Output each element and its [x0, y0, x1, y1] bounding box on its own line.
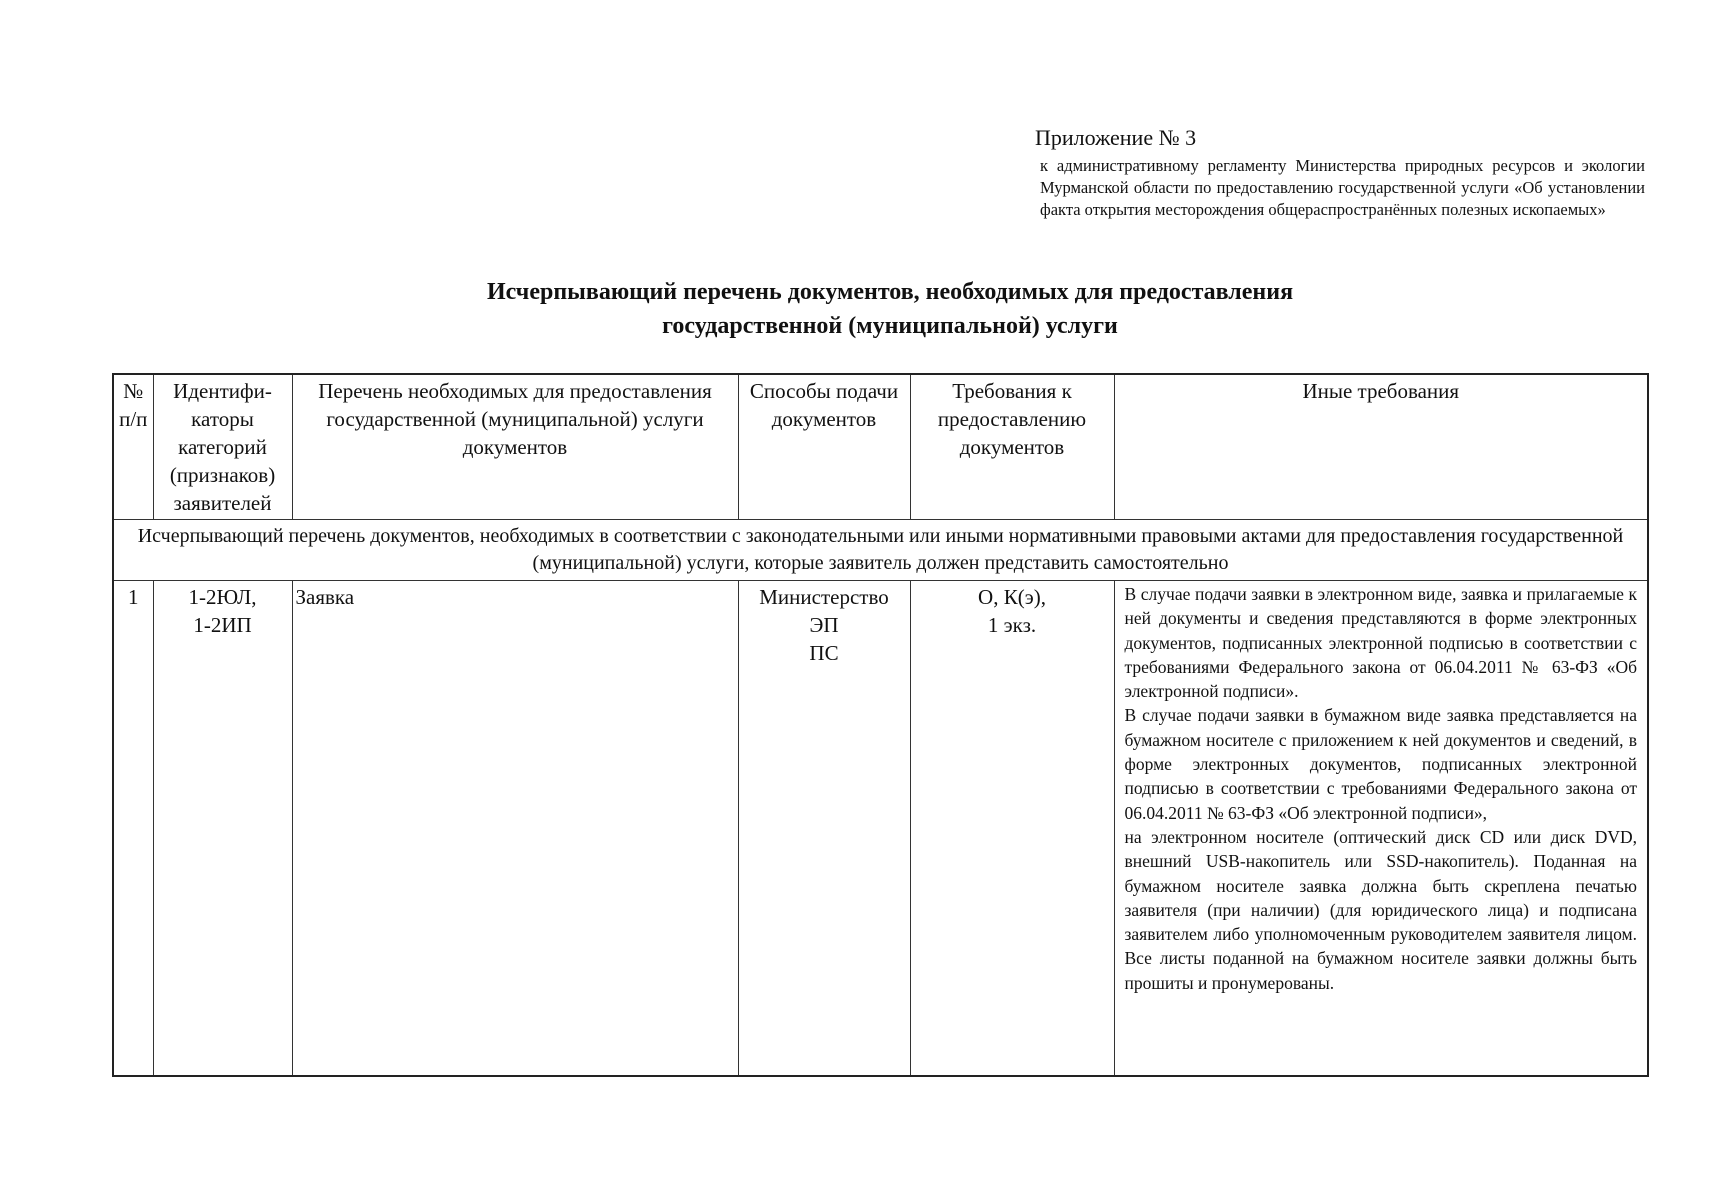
requirement-line: О, К(э),	[978, 585, 1046, 609]
table-row	[113, 581, 1648, 1077]
header-cell-requirements: Требования к предоставлению документов	[910, 374, 1114, 520]
other-paragraph: на электронном носителе (оптический диск CD или диск DVD, внешний USB-накопитель или SSD-накопитель). Поданная на бумажном носителе заявка должна быть скреплена печатью заявителя (при наличии) (для юридического лица) и подписана заявителем либо уполномоченным руководителем заявителя лицом. Все листы поданной на бумажном носителе заявки должны быть прошиты и пронумерованы.	[1124, 826, 1637, 993]
other-paragraph: В случае подачи заявки в бумажном виде заявка представляется на бумажном носителе с приложением к ней документов и сведений, в форме электронных документов, подписанных электронной подписью в соответствии с требованиями Федерального закона от 06.04.2011 № 63-ФЗ «Об электронной подписи»,	[1124, 705, 1637, 823]
method-line: ПС	[809, 641, 839, 665]
appendix-description: к административному регламенту Министерства природных ресурсов и экологии Мурманской области по предоставлению государственной услуги «Об установлении факта открытия месторождения общераспространённых полезных ископаемых»	[1040, 156, 1645, 219]
header-cell-documents: Перечень необходимых для предоставления государственной (муниципальной) услуги документов	[292, 374, 738, 520]
section-caption: Исчерпывающий перечень документов, необходимых в соответствии с законодательными или иными нормативными правовыми актами для предоставления государственной (муниципальной) услуги, которые заявитель должен представить самостоятельно	[113, 520, 1648, 581]
row-requirements	[910, 581, 1114, 1077]
title-line-1: Исчерпывающий перечень документов, необходимых для предоставления	[486, 279, 1294, 305]
document-title	[300, 275, 1480, 343]
method-line: Министерство	[759, 585, 889, 609]
method-line: ЭП	[809, 613, 839, 637]
header-cell-identifiers: Идентифи-каторы категорий (признаков) заявителей	[153, 374, 292, 520]
title-line-2: государственной (муниципальной) услуги	[662, 313, 1118, 339]
appendix-block	[1035, 125, 1645, 221]
header-cell-other: Иные требования	[1114, 374, 1648, 520]
identifier-line: 1-2ИП	[193, 613, 252, 637]
section-row	[113, 520, 1648, 581]
row-other-requirements	[1114, 581, 1648, 1077]
appendix-number: Приложение № 3	[1035, 125, 1197, 150]
table-header-row	[113, 374, 1648, 520]
row-methods	[738, 581, 910, 1077]
documents-table	[112, 373, 1649, 1077]
row-number: 1	[113, 581, 153, 1077]
identifier-line: 1-2ЮЛ,	[188, 585, 257, 609]
header-cell-methods: Способы подачи документов	[738, 374, 910, 520]
row-identifiers	[153, 581, 292, 1077]
other-paragraph: В случае подачи заявки в электронном виде, заявка и прилагаемые к ней документы и сведения представляются в форме электронных документов, подписанных электронной подписью в соответствии с требованиями Федерального закона от 06.04.2011 № 63-ФЗ «Об электронной подписи».	[1124, 584, 1637, 702]
requirement-line: 1 экз.	[987, 613, 1037, 637]
header-cell-number: № п/п	[113, 374, 153, 520]
row-document: Заявка	[292, 581, 738, 1077]
